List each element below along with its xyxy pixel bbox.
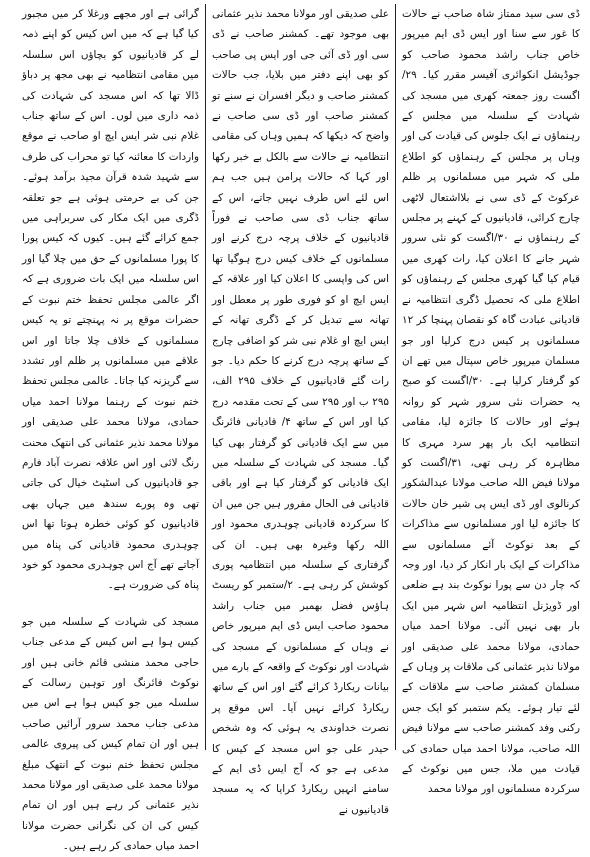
paragraph: علی صدیقی اور مولانا محمد نذیر عثمانی بھی موجود تھے۔ کمشنر صاحب نے ڈی سی اور ڈی آئی جی اور ایس پی صاحب کو بھی اپنے دفتر میں بلایا، جب حالات کمشنر صاحب و دیگر افسران نے سنے تو کمشنر صاحب اور ڈی سی صاحب نے واضح کہ دیکھا کہ ہمیں وہاں کی مقامی انتظامیہ نے حالات سے بالکل بے خبر رکھا اور کہا کہ حالات پرامن ہیں جب ہم اس لئے اس طرف نہیں جاتے، اس کے ساتھ جناب ڈی سی صاحب نے فوراً قادیانیوں کے خلاف پرچہ درج کرنے اور مسلمانوں کے خلاف کیس درج ہوگیا تھا اس کی واپسی کا اعلان کیا اور علاقہ کے ایس ایچ او کو فوری طور پر معطل اور تھانہ سے تبدیل کر کے ڈگری تھانہ کے ایس ایچ او غلام نبی شر کو اضافی چارج کے ساتھ پرچہ درج کرنے کا حکم دیا۔ جو رات گئے قادیانیوں کے خلاف ۲۹۵ الف، ۲۹۵ ب اور ۲۹۵ سی کے تحت مقدمہ درج کیا اور اس کے ساتھ ۴/ قادیانی فائرنگ میں سے ایک قادیانی کو گرفتار بھی کیا گیا۔ مسجد کی شہادت کے سلسلہ میں ایک قادیانی کو گرفتار کیا ہے اور باقی قادیانی فی الحال مفرور ہیں جن میں ان کا سرکردہ قادیانی چوہدری محمود اور اللہ رکھا وغیرہ بھی ہیں۔ ان کی گرفتاری کے سلسلہ میں انتظامیہ پوری کوشش کر رہی ہے۔ ۲/ستمبر کو ریسٹ ہاؤس فضل بھمبر میں جناب راشد محمود صاحب ایس ڈی ایم میرپور خاص نے وہاں کے مسلمانوں کے مسجد کی شہادت اور نوکوٹ کے واقعہ کے بارے میں بیانات ریکارڈ کرائے گئے اور اس کے ساتھ ریکارڈ کرائے نہیں آیا۔ اس موقع پر نصرت خداوندی یہ ہوئی کہ وہ شخص حیدر علی جو اس مسجد کے کیس کا مدعی ہے جو کہ آج ایس ڈی ایم کے سامنے انہیں ریکارڈ کرایا کہ یہ مسجد قادیانیوں نے (212, 8, 389, 816)
column-left (16, 4, 206, 853)
paragraph-gap (22, 602, 199, 612)
paragraph: مسجد کی شہادت کے سلسلہ میں جو کیس ہوا ہے اس کیس کے مدعی جناب حاجی محمد منشی قائم خانی ہیں اور نوکوٹ فائرنگ اور توہین رسالت کے سلسلہ میں جو کیس ہوا ہے اس میں مدعی جناب محمد سرور آرائیں صاحب ہیں اور ان تمام کیس کی پیروی عالمی مجلس تحفظ ختم نبوت کے انتھک مبلغ مولانا محمد علی صدیقی اور مولانا محمد نذیر عثمانی کر رہے ہیں اور ان تمام کیس کی ان کی نگرانی حضرت مولانا احمد میاں حمادی کر رہے ہیں۔ (22, 615, 199, 853)
newspaper-page (4, 4, 586, 853)
column-right (396, 4, 586, 796)
paragraph: ڈی سی سید ممتاز شاہ صاحب نے حالات کا غور سے سنا اور ایس ڈی ایم میرپور خاص جناب راشد محمود صاحب کو جوڈیشل انکوائری آفیسر مقرر کیا۔ ۲۹/اگست روز جمعتہ کھری میں مسجد کی شہادت کے سلسلہ میں مجلس کے رہنماؤں نے ایک جلوس کی قیادت کی اور وہاں پر مجلس کے رہنماؤں کو اطلاع ملی کہ شہر میں مسلمانوں پر ظلم عرکوٹ کے ڈی سی نے بلااشتعال لاٹھی چارج کرائی، قادیانیوں کے کہنے پر مجلس کے رہنماؤں نے ۳۰/اگست کو نئی سرور شہر جانے کا اعلان کیا، رات کھری میں قیام کیا گیا کھری مجلس کے رہنماؤں کو اطلاع ملی کہ تحصیل ڈگری انتظامیہ نے قادیانی عبادت گاہ کو نقصان پہنچا کر ۱۲ مسلمانوں پر کیس درج کرلیا اور جو مسلمان میرپور خاص سپتال میں تھے ان کو گرفتار کرلیا ہے۔ ۳۰/اگست کو صبح یہ حضرات نئی سرور شہر کو روانہ ہوئے اور حالات کا جائزہ لیا، مقامی انتظامیہ ایک بار پھر سرد مہری کا مظاہرہ کر رہی تھی، ۳۱/اگست کو مولانا فیض اللہ صاحب مولانا عبدالشکور کرنالوی اور ڈی ایس پی شیر خان حالات کا جائزہ لیا اور مسلمانوں سے مذاکرات کے بعد نوکوٹ آئے مسلمانوں سے مذاکرات کے ایک بار انکار کر دیا، اور وجہ کہ چار دن سے پورا نوکوٹ بند ہے ضلعی اور ڈویژنل انتظامیہ اس شہر میں ایک بار بھی نہیں آئی۔ مولانا احمد میاں حمادی، مولانا محمد علی صدیقی اور مولانا نذیر عثمانی کی ملاقات پر وہاں کے مسلمان کمشنر صاحب سے ملاقات کے لئے تیار ہوئے۔ یکم ستمبر کو ایک جس رکنی وفد کمشنر صاحب سے مولانا فیض اللہ صاحب، مولانا احمد میاں حمادی کی قیادت میں ملا، جس میں نوکوٹ کے سرکردہ مسلمانوں اور مولانا محمد (402, 8, 580, 796)
paragraph: گرائی ہے اور مجھے ورغلا کر میں مجبور کیا گیا ہے کہ میں اس کیس کو اپنے ذمہ لے کر قادیانیوں کو بچاؤں اس سلسلہ میں مقامی انتظامیہ نے بھی مجھ پر دباؤ ڈالا تھا کہ اس مسجد کی شہادت کی ذمہ داری میں لوں۔ اس کے ساتھ جناب غلام نبی شر ایس ایچ او صاحب نے موقع واردات کا معائنہ کیا تو محراب کی طرف سے شہید شدہ قرآن مجید برآمد ہوئے۔ جن کی بے حرمتی ہوئی ہے جو تعلقہ ڈگری میں ایک مکار کی سربراہی میں جمع کرائے گئے ہیں۔ کیوں کہ کیس پورا کا پورا مسلمانوں کے حق میں چلا گیا اور اس سلسلہ میں ایک بات ضروری ہے کہ اگر عالمی مجلس تحفظ ختم نبوت کے حضرات موقع پر نہ پہنچتے تو یہ کیس مسلمانوں کے خلاف چلا جاتا اور اس علاقے میں مسلمانوں پر ظلم اور تشدد سے گریزنہ کیا جاتا۔ عالمی مجلس تحفظ ختم نبوت کے رہنما مولانا احمد میاں حمادی، مولانا محمد علی صدیقی اور مولانا محمد نذیر عثمانی کی انتھک محنت رنگ لائی اور اس علاقہ نصرت آباد فارم جو قادیانیوں کی اسٹیٹ خیال کی جاتی تھی وہ پورے سندھ میں جہاں بھی قادیانیوں کو کوئی خطرہ ہوتا تھا اس چوہدری محمود قادیانی کی پناہ میں آجاتے تھے آج اس چوہدری محمود کو خود پناہ کی ضرورت ہے۔ (22, 8, 199, 592)
column-middle (206, 4, 396, 816)
